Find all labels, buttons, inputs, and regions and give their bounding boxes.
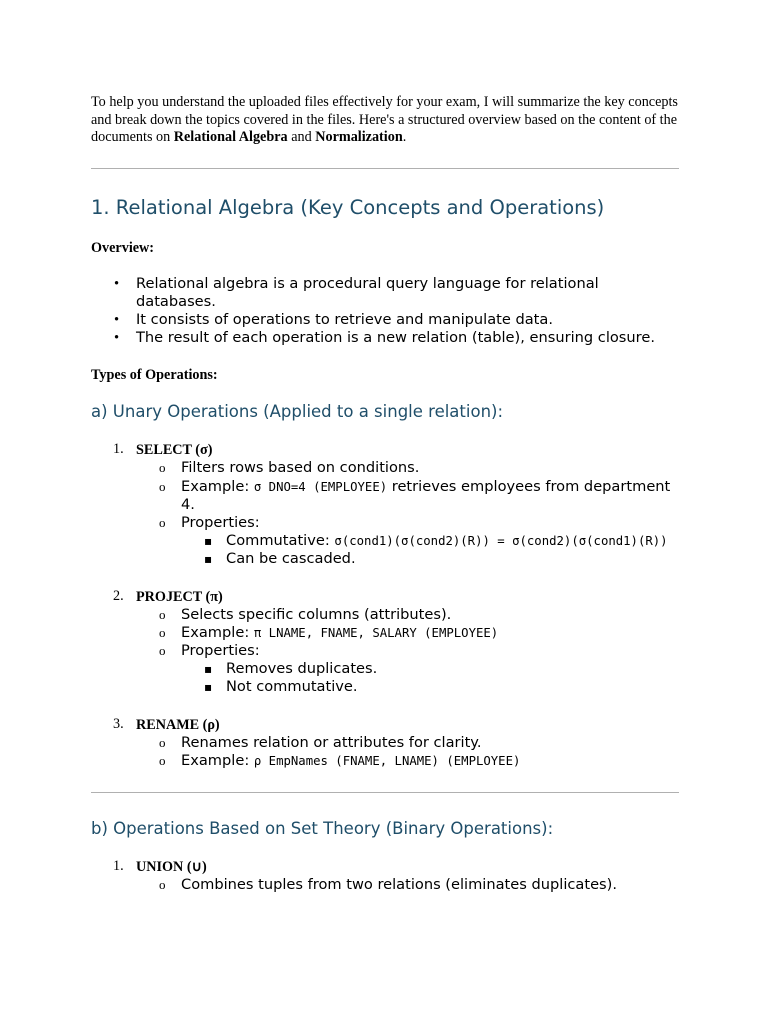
- operation-select: [91, 441, 679, 568]
- rename-example-code: ρ EmpNames (FNAME, LNAME) (EMPLOYEE): [253, 753, 521, 768]
- rename-details: [136, 734, 679, 770]
- project-description: o Selects specific columns (attributes).: [181, 606, 679, 624]
- intro-bold-normalization: Normalization: [315, 129, 403, 145]
- union-description: o Combines tuples from two relations (eliminates duplicates).: [181, 876, 679, 894]
- project-properties: [181, 642, 679, 697]
- properties-label: Properties:: [181, 641, 260, 659]
- list-number: 2.: [113, 587, 124, 604]
- commutative-label: Commutative:: [226, 532, 335, 550]
- select-details: [136, 459, 679, 568]
- operation-project: [91, 588, 679, 697]
- section-heading-relational-algebra: 1. Relational Algebra (Key Concepts and Operations): [91, 195, 605, 219]
- intro-paragraph: [91, 94, 679, 147]
- list-number: 3.: [113, 715, 124, 732]
- list-number: 1.: [113, 441, 124, 458]
- rename-description: o Renames relation or attributes for clarity.: [181, 734, 679, 752]
- select-properties: [181, 514, 679, 569]
- select-example: [181, 478, 679, 514]
- types-of-operations-label: Types of Operations:: [91, 367, 218, 384]
- intro-text-2: and: [287, 129, 316, 145]
- project-example-code: π LNAME, FNAME, SALARY (EMPLOYEE): [253, 625, 499, 640]
- select-description: o Filters rows based on conditions.: [181, 459, 679, 477]
- example-label: Example:: [181, 623, 254, 641]
- select-example-code: σ DNO=4 (EMPLOYEE): [253, 479, 388, 494]
- operation-title-project: PROJECT (π): [136, 588, 223, 605]
- union-details: [136, 876, 679, 894]
- example-label: Example:: [181, 751, 254, 769]
- project-properties-list: [181, 660, 679, 696]
- subheading-binary-operations: b) Operations Based on Set Theory (Binary Operations):: [91, 818, 554, 838]
- project-property: ▪ Removes duplicates.: [226, 660, 679, 678]
- select-example-rest: retrieves employees from department 4.: [181, 477, 671, 513]
- select-property-commutative: [226, 532, 679, 550]
- operation-rename: [91, 716, 679, 770]
- intro-text-3: .: [402, 129, 407, 145]
- overview-item: • Relational algebra is a procedural query language for relational databases.: [136, 275, 679, 311]
- project-property: ▪ Not commutative.: [226, 678, 679, 696]
- properties-label: Properties:: [181, 513, 260, 531]
- operation-title-rename: RENAME (ρ): [136, 716, 220, 733]
- overview-label: Overview:: [91, 239, 155, 256]
- overview-item: • The result of each operation is a new relation (table), ensuring closure.: [136, 329, 679, 347]
- overview-list: [91, 275, 679, 348]
- subheading-unary-operations: a) Unary Operations (Applied to a single relation):: [91, 402, 504, 422]
- operation-title-select: SELECT (σ): [136, 442, 213, 459]
- operation-title-union: UNION (∪): [136, 858, 207, 875]
- intro-bold-relational-algebra: Relational Algebra: [173, 129, 288, 145]
- commutative-code: σ(cond1)(σ(cond2)(R)) = σ(cond2)(σ(cond1)(R)): [334, 534, 668, 549]
- project-example: [181, 624, 679, 642]
- list-number: 1.: [113, 857, 124, 874]
- select-property-cascade: ▪ Can be cascaded.: [226, 550, 679, 568]
- select-properties-list: [181, 532, 679, 568]
- example-label: Example:: [181, 477, 254, 495]
- operation-union: [91, 858, 679, 894]
- document-page: [91, 94, 679, 894]
- project-details: [136, 606, 679, 697]
- overview-item: • It consists of operations to retrieve and manipulate data.: [136, 311, 679, 329]
- intro-text-1: To help you understand the uploaded files effectively for your exam, I will summarize the key concepts and break down the topics covered in the files. Here's a structured overview based on the content of the documents on: [91, 94, 678, 145]
- rename-example: [181, 752, 679, 770]
